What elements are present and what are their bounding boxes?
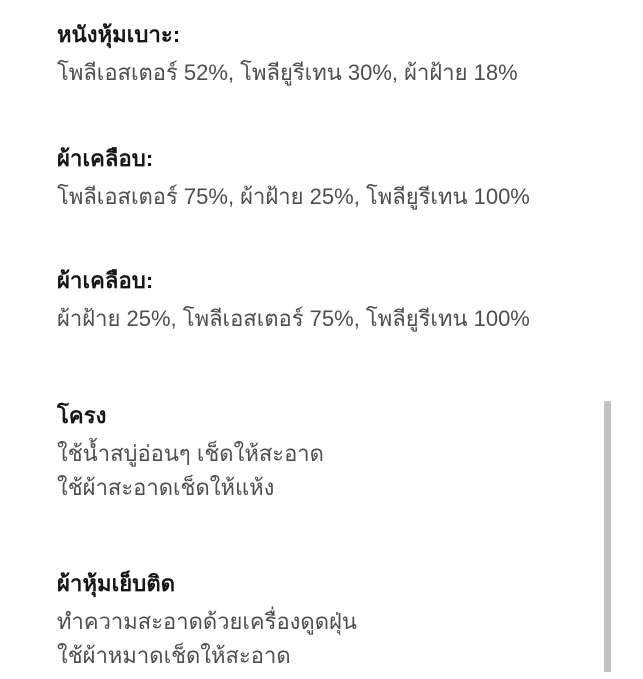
material-section-coated-fabric-2	[57, 264, 563, 336]
section-heading: หนังหุ้มเบาะ:	[57, 22, 181, 47]
section-heading: โครง	[57, 403, 107, 428]
section-heading: ผ้าเคลือบ:	[57, 146, 154, 171]
care-section-frame	[57, 399, 563, 505]
section-line: ใช้ผ้าหมาดเช็ดให้สะอาด	[57, 643, 291, 668]
care-section-sewn-cover	[57, 567, 563, 673]
section-line: โพลีเอสเตอร์ 52%, โพลียูรีเทน 30%, ผ้าฝ้าย 18%	[57, 60, 518, 85]
section-body	[57, 605, 563, 673]
section-line: ใช้ผ้าสะอาดเช็ดให้แห้ง	[57, 475, 275, 500]
section-heading: ผ้าหุ้มเย็บติด	[57, 571, 176, 596]
section-line: โพลีเอสเตอร์ 75%, ผ้าฝ้าย 25%, โพลียูรีเทน 100%	[57, 184, 530, 209]
section-body	[57, 56, 563, 90]
section-body	[57, 180, 563, 214]
scrollbar-thumb[interactable]	[604, 401, 611, 672]
section-line: ใช้น้ำสบู่อ่อนๆ เช็ดให้สะอาด	[57, 441, 324, 466]
section-line: ทำความสะอาดด้วยเครื่องดูดฝุ่น	[57, 609, 357, 634]
section-heading: ผ้าเคลือบ:	[57, 268, 154, 293]
material-section-seat-cover	[57, 18, 563, 90]
section-line: ผ้าฝ้าย 25%, โพลีเอสเตอร์ 75%, โพลียูรีเทน 100%	[57, 306, 530, 331]
section-body	[57, 302, 563, 336]
material-section-coated-fabric-1	[57, 142, 563, 214]
section-body	[57, 437, 563, 505]
